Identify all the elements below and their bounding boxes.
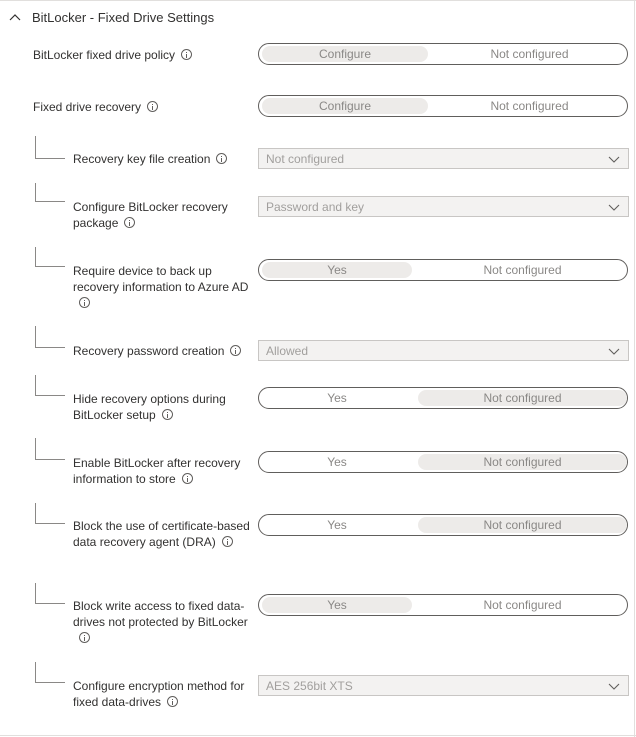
toggle-option-configure[interactable]: Configure	[262, 98, 428, 114]
toggle-option-not-configured[interactable]: Not configured	[490, 99, 569, 113]
fixed-drive-policy-label: BitLocker fixed drive policy	[33, 47, 253, 63]
dropdown-value: Password and key	[266, 199, 365, 214]
chevron-down-icon	[608, 346, 620, 356]
hide-recovery-label: Hide recovery options during BitLocker setup	[73, 392, 226, 422]
chevron-down-icon	[608, 154, 620, 164]
tree-connector	[35, 583, 65, 604]
tree-connector	[35, 183, 65, 202]
enable-after-store-label: Enable BitLocker after recovery information to store	[73, 456, 241, 486]
chevron-down-icon	[608, 202, 620, 212]
backup-azure-ad-toggle[interactable]	[258, 259, 628, 281]
right-divider	[634, 0, 635, 737]
recovery-package-label: Configure BitLocker recovery package	[73, 200, 228, 230]
info-icon[interactable]	[162, 409, 173, 420]
block-dra-toggle[interactable]	[258, 514, 628, 536]
info-icon[interactable]	[79, 297, 90, 308]
info-icon[interactable]	[230, 345, 241, 356]
toggle-option-configure[interactable]: Configure	[262, 46, 428, 62]
recovery-password-dropdown[interactable]	[258, 340, 629, 361]
block-write-toggle[interactable]	[258, 594, 628, 616]
block-write-label: Block write access to fixed data-drives not protected by BitLocker	[73, 598, 253, 646]
encryption-method-dropdown[interactable]	[258, 675, 629, 696]
info-icon[interactable]	[216, 153, 227, 164]
fixed-drive-policy-toggle[interactable]	[258, 43, 628, 65]
bottom-divider	[0, 735, 636, 736]
info-icon[interactable]	[167, 696, 178, 707]
recovery-password-label: Recovery password creation	[73, 343, 253, 359]
fixed-drive-recovery-toggle[interactable]	[258, 95, 628, 117]
section-title: BitLocker - Fixed Drive Settings	[32, 9, 215, 25]
recovery-package-dropdown[interactable]	[258, 196, 629, 217]
dropdown-value: Not configured	[266, 151, 345, 166]
toggle-option-not-configured[interactable]: Not configured	[418, 390, 627, 406]
toggle-option-yes[interactable]: Yes	[327, 518, 347, 532]
info-icon[interactable]	[147, 101, 158, 112]
hide-recovery-toggle[interactable]	[258, 387, 628, 409]
tree-connector	[35, 662, 65, 683]
tree-connector	[35, 247, 65, 267]
tree-connector	[35, 438, 65, 460]
toggle-option-yes[interactable]: Yes	[327, 391, 347, 405]
enable-after-store-toggle[interactable]	[258, 451, 628, 473]
backup-azure-ad-label: Require device to back up recovery information to Azure AD	[73, 263, 253, 311]
section-header[interactable]	[8, 7, 214, 27]
top-divider	[0, 0, 636, 1]
toggle-option-yes[interactable]: Yes	[262, 262, 412, 278]
dropdown-value: AES 256bit XTS	[266, 678, 353, 693]
tree-connector	[35, 326, 65, 348]
block-dra-label: Block the use of certificate-based data recovery agent (DRA)	[73, 519, 250, 549]
info-icon[interactable]	[222, 536, 233, 547]
encryption-method-label: Configure encryption method for fixed data-drives	[73, 679, 245, 709]
tree-connector	[35, 375, 65, 396]
recovery-key-file-dropdown[interactable]	[258, 148, 629, 169]
recovery-key-file-label: Recovery key file creation	[73, 151, 253, 167]
dropdown-value: Allowed	[266, 343, 309, 358]
chevron-up-icon	[8, 10, 22, 24]
toggle-option-not-configured[interactable]: Not configured	[418, 517, 627, 533]
fixed-drive-recovery-label: Fixed drive recovery	[33, 99, 253, 115]
toggle-option-not-configured[interactable]: Not configured	[483, 598, 562, 612]
tree-connector	[35, 136, 65, 159]
toggle-option-not-configured[interactable]: Not configured	[418, 454, 627, 470]
chevron-down-icon	[608, 681, 620, 691]
toggle-option-not-configured[interactable]: Not configured	[490, 47, 569, 61]
toggle-option-not-configured[interactable]: Not configured	[483, 263, 562, 277]
toggle-option-yes[interactable]: Yes	[327, 455, 347, 469]
info-icon[interactable]	[124, 217, 135, 228]
toggle-option-yes[interactable]: Yes	[262, 597, 412, 613]
info-icon[interactable]	[79, 632, 90, 643]
tree-connector	[35, 503, 65, 524]
info-icon[interactable]	[182, 473, 193, 484]
info-icon[interactable]	[181, 49, 192, 60]
